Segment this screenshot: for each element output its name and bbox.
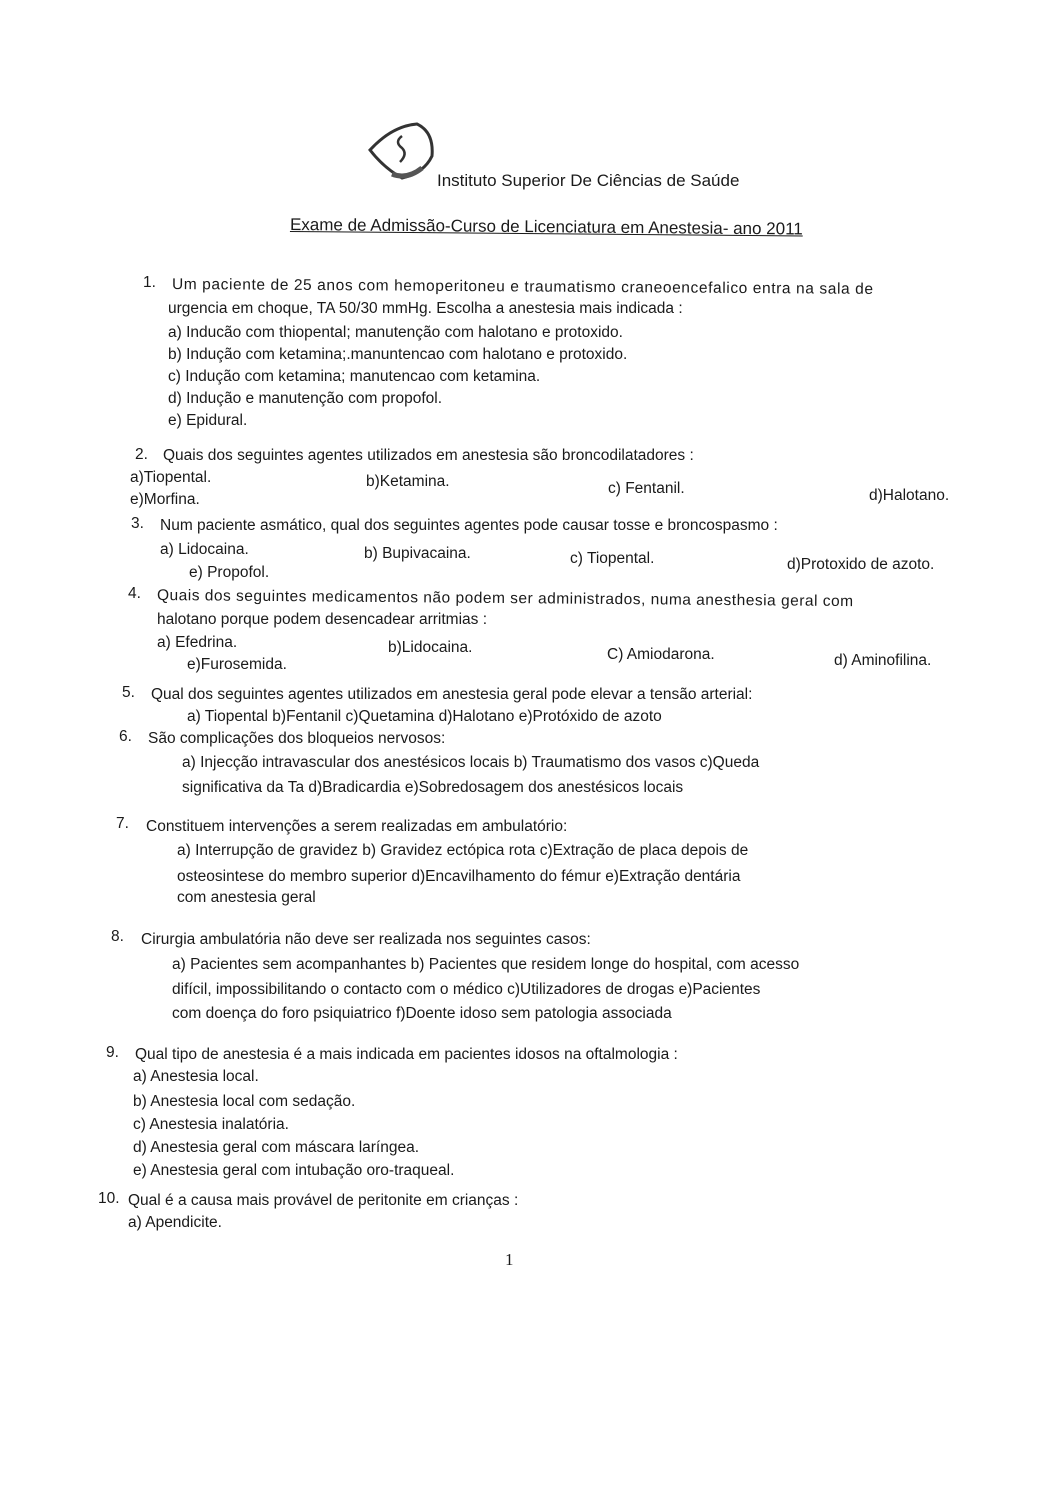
option: a) Anestesia local. — [133, 1068, 259, 1085]
exam-title: Exame de Admissão-Curso de Licenciatura em Anestesia- ano 2011 — [289, 215, 803, 239]
question-text: Constituem intervenções a serem realizadas em ambulatório: — [146, 818, 568, 835]
question-number: 8. — [111, 928, 124, 945]
option: significativa da Ta d)Bradicardia e)Sobredosagem dos anestésicos locais — [182, 779, 684, 796]
option: e)Furosemida. — [187, 656, 287, 673]
option: e)Morfina. — [130, 491, 200, 508]
question-text: urgencia em choque, TA 50/30 mmHg. Escolha a anestesia mais indicada : — [168, 300, 683, 317]
question-text: Cirurgia ambulatória não deve ser realizada nos seguintes casos: — [141, 931, 591, 948]
option: a) Tiopental b)Fentanil c)Quetamina d)Halotano e)Protóxido de azoto — [187, 708, 662, 725]
option: b)Lidocaina. — [388, 639, 473, 656]
option: d) Anestesia geral com máscara laríngea. — [133, 1139, 420, 1156]
option: a) Injecção intravascular dos anestésicos locais b) Traumatismo dos vasos c)Queda — [182, 754, 760, 771]
option: a) Pacientes sem acompanhantes b) Pacientes que residem longe do hospital, com acesso — [172, 956, 800, 973]
question-text: halotano porque podem desencadear arritmias : — [157, 611, 488, 628]
option: a) Interrupção de gravidez b) Gravidez ectópica rota c)Extração de placa depois de — [177, 842, 749, 859]
option: com doença do foro psiquiatrico f)Doente idoso sem patologia associada — [172, 1005, 672, 1022]
option: d)Protoxido de azoto. — [787, 556, 935, 573]
question-number: 1. — [143, 274, 156, 291]
question-number: 9. — [106, 1044, 119, 1061]
question-text: Quais dos seguintes medicamentos não podem ser administrados, numa anesthesia geral com — [156, 587, 854, 611]
option: com anestesia geral — [177, 889, 316, 906]
question-number: 2. — [135, 446, 148, 463]
question-text: Quais dos seguintes agentes utilizados em anestesia são broncodilatadores : — [163, 447, 694, 464]
question-number: 7. — [116, 815, 129, 832]
option: osteosintese do membro superior d)Encavilhamento do fémur e)Extração dentária — [177, 868, 741, 885]
option: c) Indução com ketamina; manutencao com ketamina. — [168, 368, 541, 385]
option: b) Indução com ketamina;.manuntencao com halotano e protoxido. — [168, 346, 628, 363]
option: C) Amiodarona. — [607, 646, 715, 663]
option: a)Tiopental. — [130, 469, 212, 486]
institute-logo-icon — [362, 118, 442, 188]
question-text: Qual é a causa mais provável de peritonite em crianças : — [128, 1192, 519, 1209]
option: b) Bupivacaina. — [364, 545, 471, 562]
option: d) Indução e manutenção com propofol. — [168, 390, 443, 407]
question-number: 4. — [128, 585, 141, 602]
option: c) Fentanil. — [608, 480, 685, 497]
option: d) Aminofilina. — [834, 652, 932, 669]
option: e) Propofol. — [189, 564, 270, 581]
question-number: 3. — [131, 515, 144, 532]
institution-name: Instituto Superior De Ciências de Saúde — [437, 171, 740, 190]
question-number: 10. — [98, 1190, 120, 1207]
option: a) Apendicite. — [128, 1214, 222, 1231]
option: d)Halotano. — [869, 487, 950, 504]
option: difícil, impossibilitando o contacto com o médico c)Utilizadores de drogas e)Pacientes — [172, 981, 761, 998]
option: a) Inducão com thiopental; manutenção com halotano e protoxido. — [168, 324, 623, 341]
question-text: Qual dos seguintes agentes utilizados em anestesia geral pode elevar a tensão arterial: — [151, 686, 753, 703]
page-number: 1 — [505, 1250, 514, 1269]
option: c) Anestesia inalatória. — [133, 1116, 289, 1133]
option: a) Lidocaina. — [160, 541, 249, 558]
option: e) Epidural. — [168, 412, 248, 429]
option: e) Anestesia geral com intubação oro-traqueal. — [133, 1162, 455, 1179]
question-number: 6. — [119, 728, 132, 745]
question-text: Qual tipo de anestesia é a mais indicada em pacientes idosos na oftalmologia : — [135, 1046, 678, 1063]
option: c) Tiopental. — [570, 550, 655, 567]
option: a) Efedrina. — [157, 634, 238, 651]
question-number: 5. — [122, 684, 135, 701]
question-text: Num paciente asmático, qual dos seguintes agentes pode causar tosse e broncospasmo : — [160, 517, 778, 534]
question-text: Um paciente de 25 anos com hemoperitoneu e traumatismo craneoencefalico entra na sala de — [171, 276, 874, 298]
option: b)Ketamina. — [366, 473, 450, 490]
option: b) Anestesia local com sedação. — [133, 1093, 356, 1110]
question-text: São complicações dos bloqueios nervosos: — [148, 730, 446, 747]
